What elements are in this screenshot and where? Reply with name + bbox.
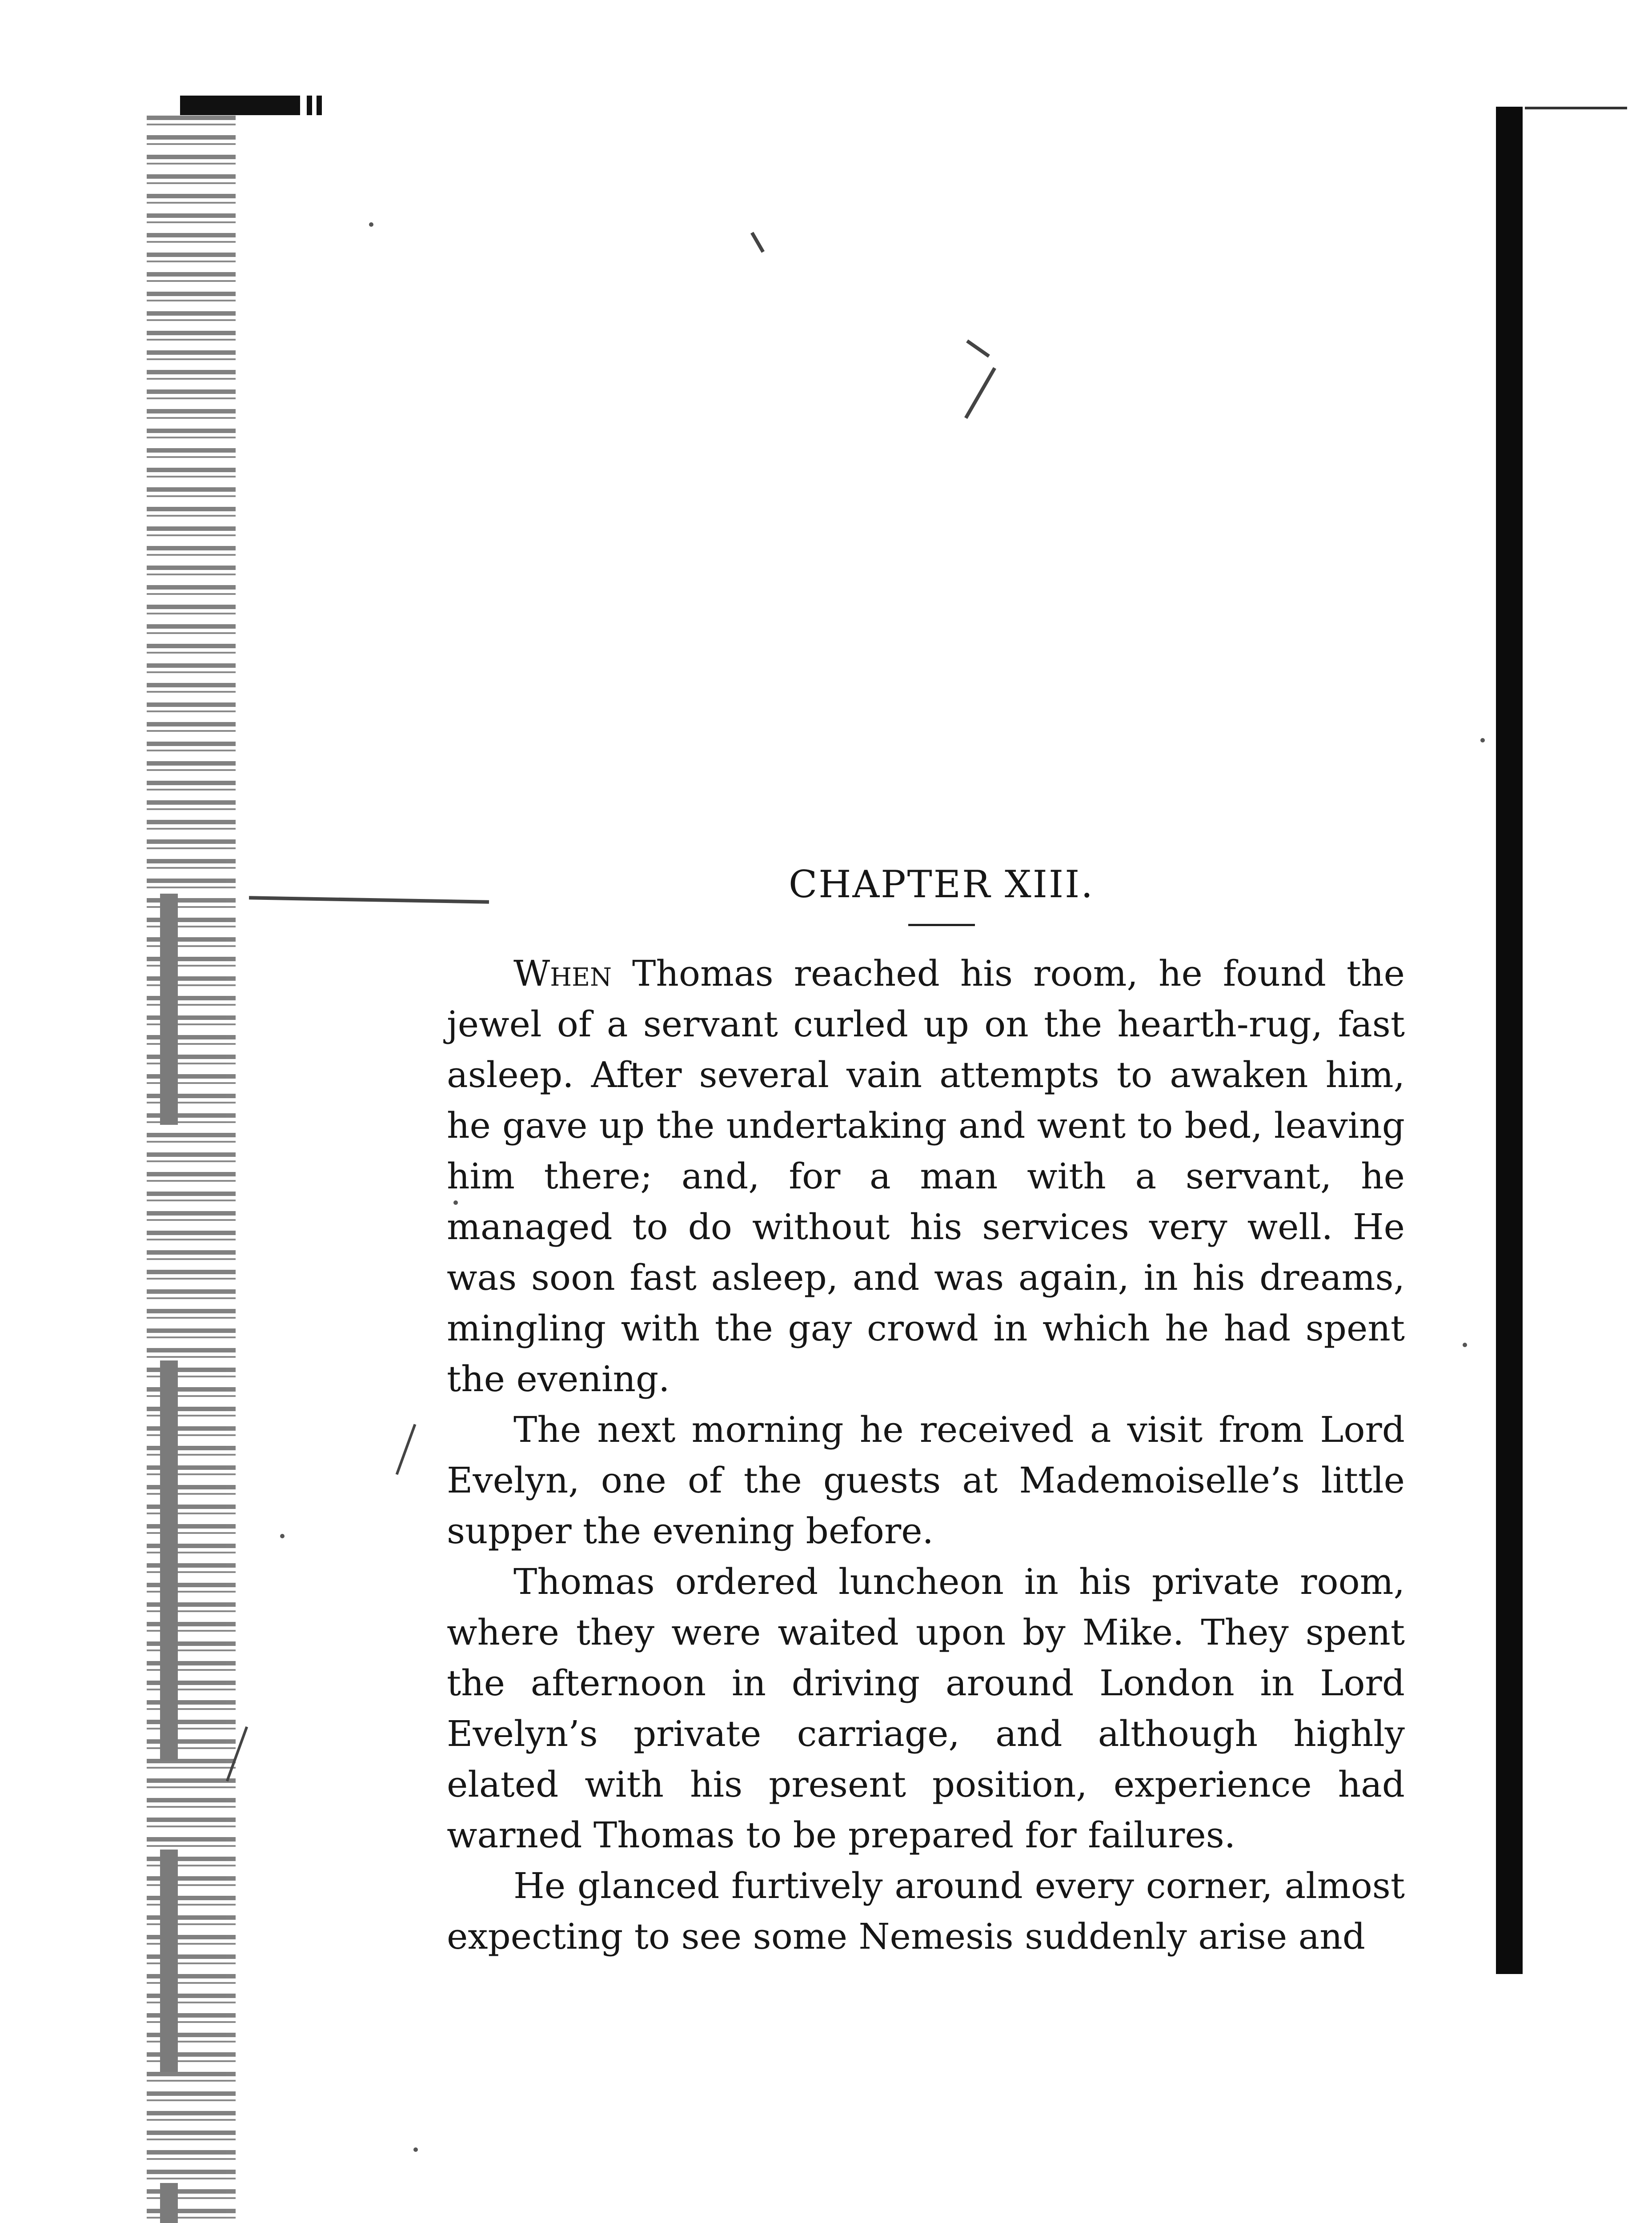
paragraph-4: He glanced furtively around every corner, almost expecting to see some Nemesis suddenly arise and <box>447 1865 1405 1957</box>
scan-artifact-mark <box>966 340 990 358</box>
paragraph-text: Thomas reached his room, he found the jewel of a servant curled up on the hearth-rug, fast asleep. After several vain attempts to awaken him, he gave up the undertaking and went to bed, leaving him there; and, for a man with a servant, he managed to do without his services very well. He was soon fast asleep, and was again, in his dreams, mingling with the gay crowd in which he had spent the evening. <box>447 953 1405 1400</box>
paragraph-2: The next morning he received a visit from Lord Evelyn, one of the guests at Mademoiselle’s little supper the evening before. <box>447 1409 1405 1552</box>
page-body <box>447 863 1405 1962</box>
paragraph-3: Thomas ordered luncheon in his private room, where they were waited upon by Mike. They spent the afternoon in driving around London in Lord Evelyn’s private carriage, and although highly elated with his present position, experience had warned Thomas to be prepared for failures. <box>447 1561 1405 1856</box>
title-rule <box>908 924 975 926</box>
scan-artifact-dot <box>1463 1343 1467 1347</box>
scan-artifact-right-line <box>1525 107 1627 109</box>
scan-artifact-mark <box>396 1424 417 1475</box>
scan-artifact-left-edge <box>147 116 236 2223</box>
scan-artifact-tick <box>307 96 312 115</box>
scan-artifact-mark <box>750 232 765 253</box>
scan-artifact-dot <box>280 1534 285 1538</box>
chapter-title: CHAPTER XIII. <box>788 863 1095 906</box>
paragraph-opening-word: When <box>513 953 612 994</box>
scan-artifact-top-bar <box>180 96 300 115</box>
paragraph-1 <box>447 948 1405 1404</box>
scan-artifact-right-edge <box>1496 107 1523 1974</box>
scan-artifact-mark <box>964 367 996 419</box>
scan-artifact-dot <box>1480 738 1485 742</box>
scan-artifact-tick <box>317 96 322 115</box>
scan-artifact-dot <box>413 2147 418 2152</box>
scan-artifact-dot <box>369 222 373 227</box>
